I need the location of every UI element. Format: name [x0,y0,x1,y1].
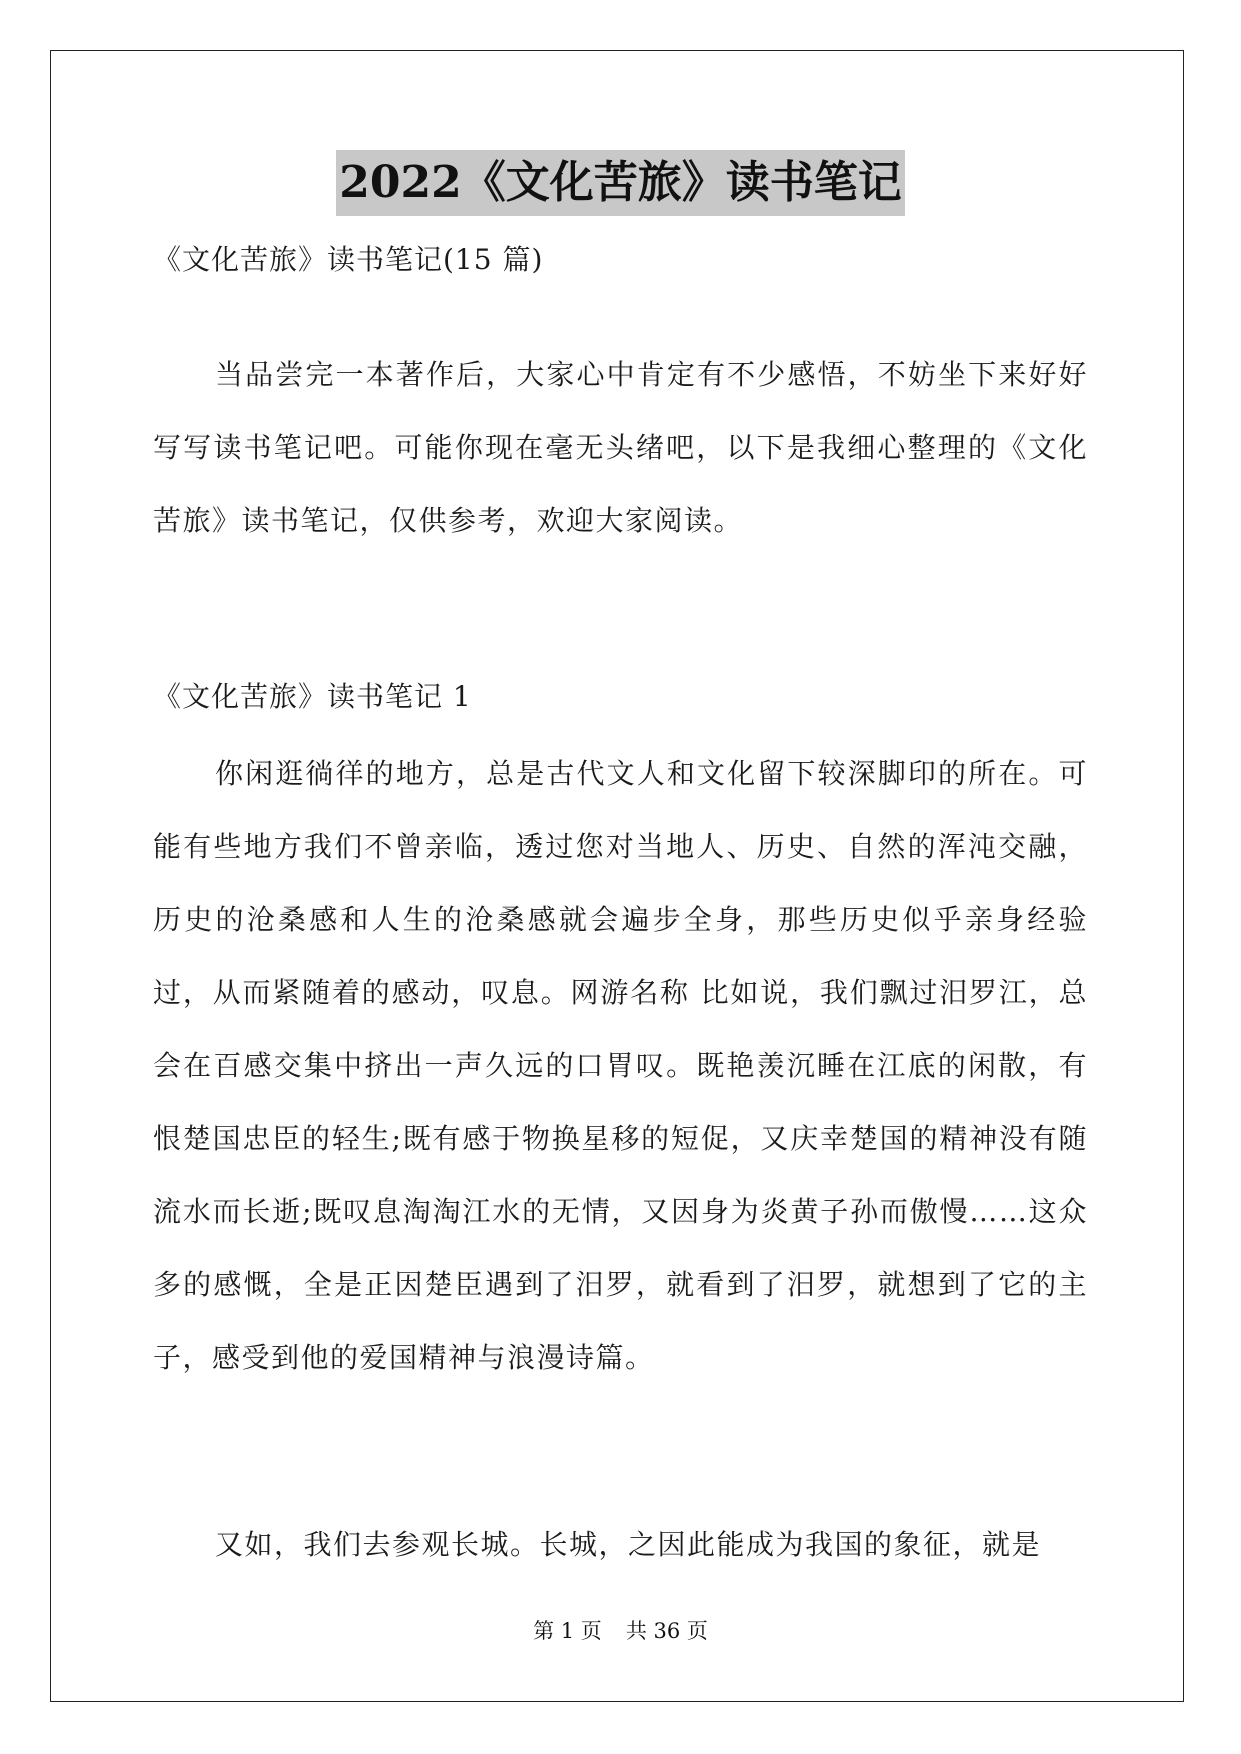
body-paragraph: 你闲逛徜徉的地方，总是古代文人和文化留下较深脚印的所在。可能有些地方我们不曾亲临，透过您对当地人、历史、自然的浑沌交融，历史的沧桑感和人生的沧桑感就会遍步全身，那些历史似乎亲身经验过，从而紧随着的感动，叹息。网游名称 比如说，我们飘过汨罗江，总会在百感交集中挤出一声久远的口胃叹。既艳羡沉睡在江底的闲散，有恨楚国忠臣的轻生;既有感于物换星移的短促，又庆幸楚国的精神没有随流水而长逝;既叹息淘淘江水的无情，又因身为炎黄子孙而傲慢……这众多的感慨，全是正因楚臣遇到了汨罗，就看到了汨罗，就想到了它的主子，感受到他的爱国精神与浪漫诗篇。 [153,757,1088,1374]
page-number: 第 1 页 [533,1619,602,1643]
title-container [0,150,1241,216]
page-footer [0,1616,1241,1646]
section-heading: 《文化苦旅》读书笔记 1 [153,680,472,713]
intro-paragraph: 当品尝完一本著作后，大家心中肯定有不少感悟，不妨坐下来好好写写读书笔记吧。可能你现在毫无头绪吧，以下是我细心整理的《文化苦旅》读书笔记，仅供参考，欢迎大家阅读。 [153,358,1088,537]
page-total: 共 36 页 [625,1619,708,1643]
document-subtitle: 《文化苦旅》读书笔记(15 篇) [153,243,544,276]
body-paragraph: 又如，我们去参观长城。长城，之因此能成为我国的象征，就是 [215,1528,1042,1561]
document-title: 2022《文化苦旅》读书笔记 [336,150,904,216]
